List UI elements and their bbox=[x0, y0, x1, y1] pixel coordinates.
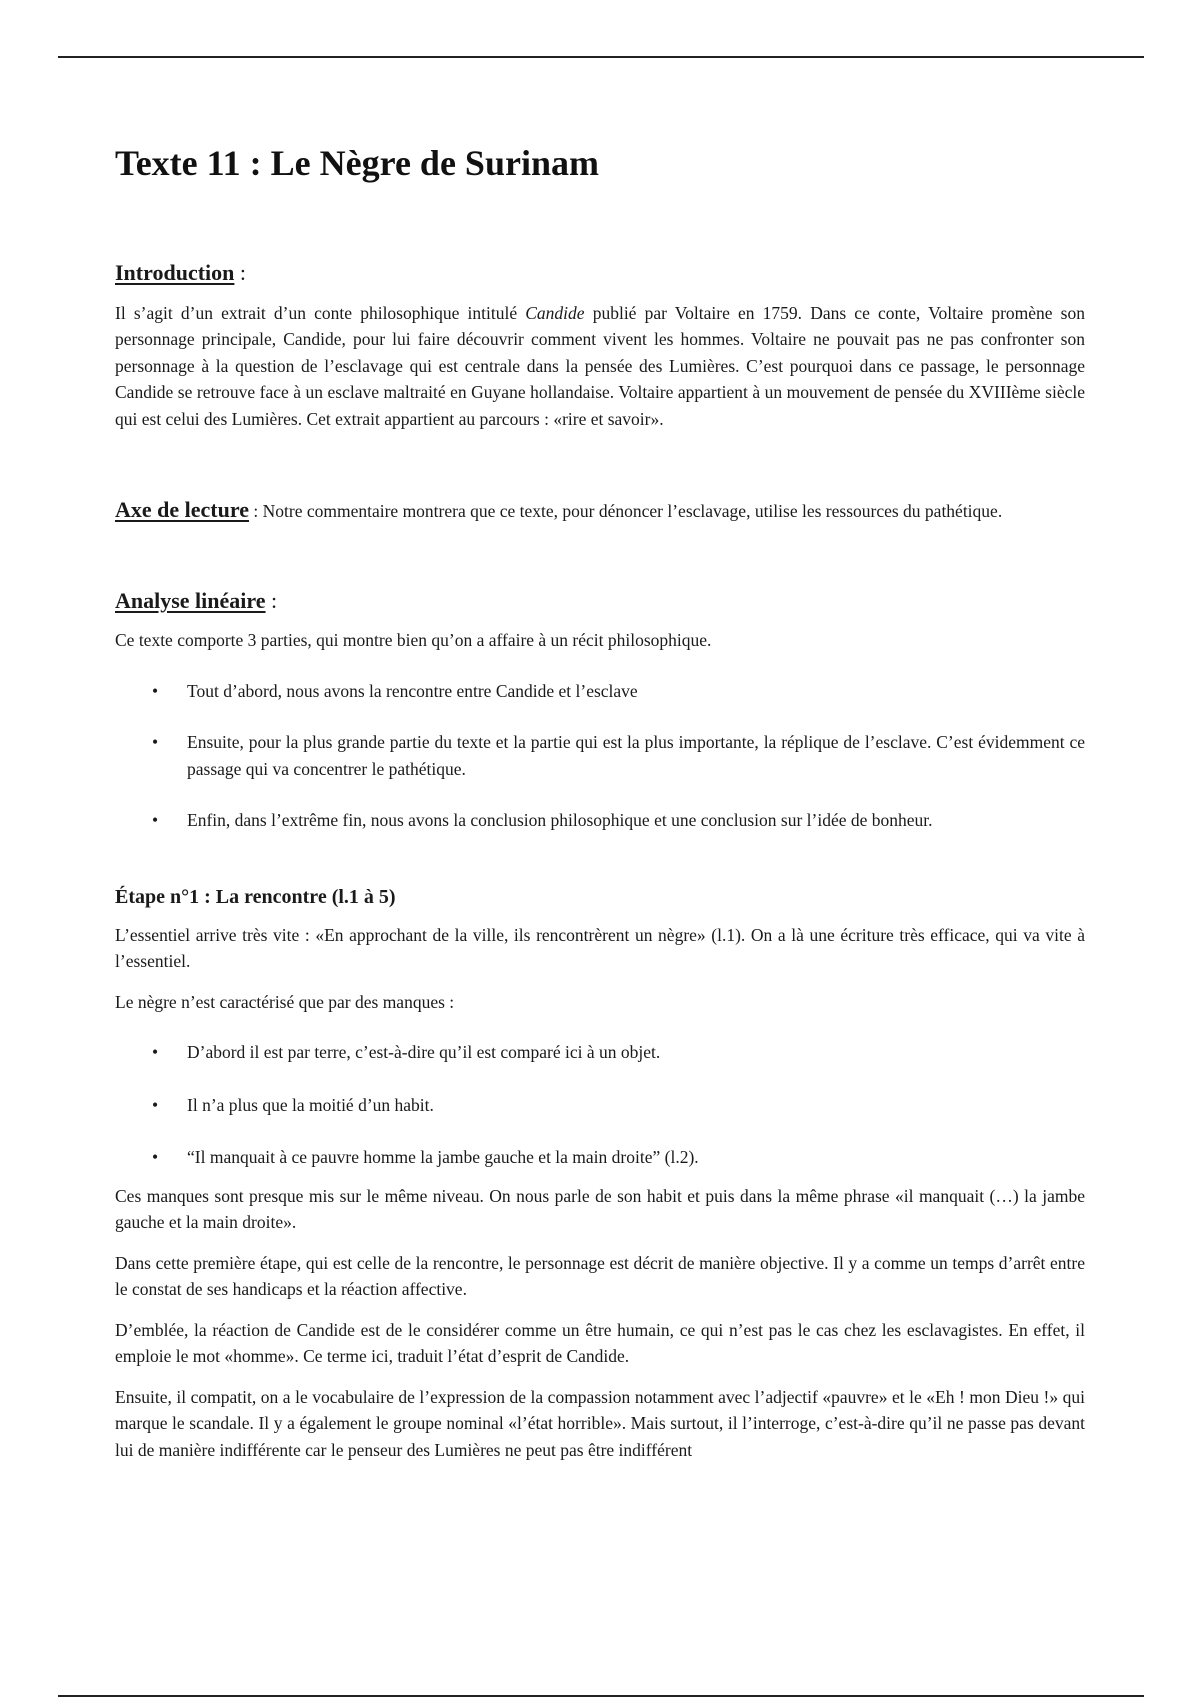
axe-heading bbox=[115, 497, 249, 522]
bullet-glyph: • bbox=[152, 680, 159, 701]
analyse-bullet-list bbox=[115, 678, 1085, 834]
analyse-heading-label: Analyse linéaire bbox=[115, 587, 266, 613]
analyse-heading-colon: : bbox=[265, 587, 278, 613]
top-rule bbox=[58, 56, 1144, 58]
analyse-bullet-2 bbox=[115, 729, 1085, 782]
introduction-heading bbox=[115, 259, 1085, 288]
bottom-rule bbox=[58, 1695, 1144, 1697]
analyse-lead: Ce texte comporte 3 parties, qui montre bien qu’on a affaire à un récit philosophique. bbox=[115, 630, 712, 651]
introduction-text-after: publié par Voltaire en 1759. Dans ce conte, Voltaire promène son personnage principale, Candide, pour lui faire découvrir comment vivent les hommes. Voltaire ne pouvait pas ne pas confronter son personnage à la question de l’esclavage qui est centrale dans la pensée des Lumières. C’est pourquoi dans ce passage, le personnage Candide se retrouve face à un esclave maltraité en Guyane hollandaise. Voltaire appartient à un mouvement de pensée du XVIIIème siècle qui est celui des Lumières. Cet extrait appartient au parcours : «rire et savoir». bbox=[115, 302, 1085, 429]
etape1-bullet-list bbox=[115, 1039, 1085, 1171]
etape1-bullet-2-text: Il n’a plus que la moitié d’un habit. bbox=[187, 1094, 434, 1115]
bullet-glyph: • bbox=[152, 1042, 159, 1063]
etape1-bullet-2 bbox=[115, 1092, 1085, 1119]
analyse-bullet-1 bbox=[115, 678, 1085, 705]
introduction-heading-label: Introduction bbox=[115, 260, 235, 286]
bullet-glyph: • bbox=[152, 810, 159, 831]
analyse-bullet-1-text: Tout d’abord, nous avons la rencontre entre Candide et l’esclave bbox=[187, 680, 638, 701]
introduction-paragraph bbox=[115, 300, 1085, 433]
introduction-heading-colon: : bbox=[234, 260, 247, 286]
etape1-paragraph-1: L’essentiel arrive très vite : «En approchant de la ville, ils rencontrèrent un nègre» (l.1). On a là une écriture très efficace, qui va vite à l’essentiel. bbox=[115, 924, 1085, 972]
analyse-bullet-2-text: Ensuite, pour la plus grande partie du texte et la partie qui est la plus importante, la réplique de l’esclave. C’est évidemment ce passage qui va concentrer le pathétique. bbox=[187, 732, 1085, 779]
analyse-bullet-3-text: Enfin, dans l’extrême fin, nous avons la conclusion philosophique et une conclusion sur l’idée de bonheur. bbox=[187, 810, 933, 831]
analyse-bullet-3 bbox=[115, 807, 1085, 834]
etape1-paragraph-3: Ces manques sont presque mis sur le même niveau. On nous parle de son habit et puis dans la même phrase «il manquait (…) la jambe gauche et la main droite». bbox=[115, 1185, 1085, 1233]
axe-paragraph bbox=[115, 496, 1085, 525]
work-title: Candide bbox=[525, 302, 585, 323]
page-title: Texte 11 : Le Nègre de Surinam bbox=[115, 143, 599, 183]
etape1-paragraph-5: D’emblée, la réaction de Candide est de le considérer comme un être humain, ce qui n’est pas le cas chez les esclavagistes. En effet, il emploie le mot «homme». Ce terme ici, traduit l’état d’esprit de Candide. bbox=[115, 1319, 1085, 1367]
axe-colon: : bbox=[253, 501, 259, 522]
document-body bbox=[115, 130, 1085, 1463]
introduction-text-before: Il s’agit d’un extrait d’un conte philosophique intitulé bbox=[115, 302, 526, 323]
axe-heading-label: Axe de lecture bbox=[115, 497, 249, 523]
bullet-glyph: • bbox=[152, 1094, 159, 1115]
etape1-bullet-3 bbox=[115, 1144, 1085, 1171]
bullet-glyph: • bbox=[152, 732, 159, 753]
etape1-bullet-1-text: D’abord il est par terre, c’est-à-dire qu’il est comparé ici à un objet. bbox=[187, 1042, 661, 1063]
etape1-paragraph-6: Ensuite, il compatit, on a le vocabulaire de l’expression de la compassion notamment avec l’adjectif «pauvre» et le «Eh ! mon Dieu !» qui marque le scandale. Il y a également le groupe nominal «l’état horrible». Mais surtout, il l’interroge, c’est-à-dire qu’il ne passe pas devant lui de manière indifférente car le penseur des Lumières ne peut pas être indifférent bbox=[115, 1386, 1085, 1460]
bullet-glyph: • bbox=[152, 1147, 159, 1168]
etape1-paragraph-2: Le nègre n’est caractérisé que par des manques : bbox=[115, 991, 455, 1012]
etape1-bullet-1 bbox=[115, 1039, 1085, 1066]
analyse-heading bbox=[115, 587, 1085, 616]
etape1-bullet-3-text: “Il manquait à ce pauvre homme la jambe gauche et la main droite” (l.2). bbox=[187, 1147, 699, 1168]
etape1-paragraph-4: Dans cette première étape, qui est celle de la rencontre, le personnage est décrit de manière objective. Il y a comme un temps d’arrêt entre le constat de ses handicaps et la réaction affective. bbox=[115, 1252, 1085, 1300]
etape1-heading: Étape n°1 : La rencontre (l.1 à 5) bbox=[115, 885, 396, 908]
axe-text: Notre commentaire montrera que ce texte, pour dénoncer l’esclavage, utilise les ressources du pathétique. bbox=[262, 501, 1003, 522]
